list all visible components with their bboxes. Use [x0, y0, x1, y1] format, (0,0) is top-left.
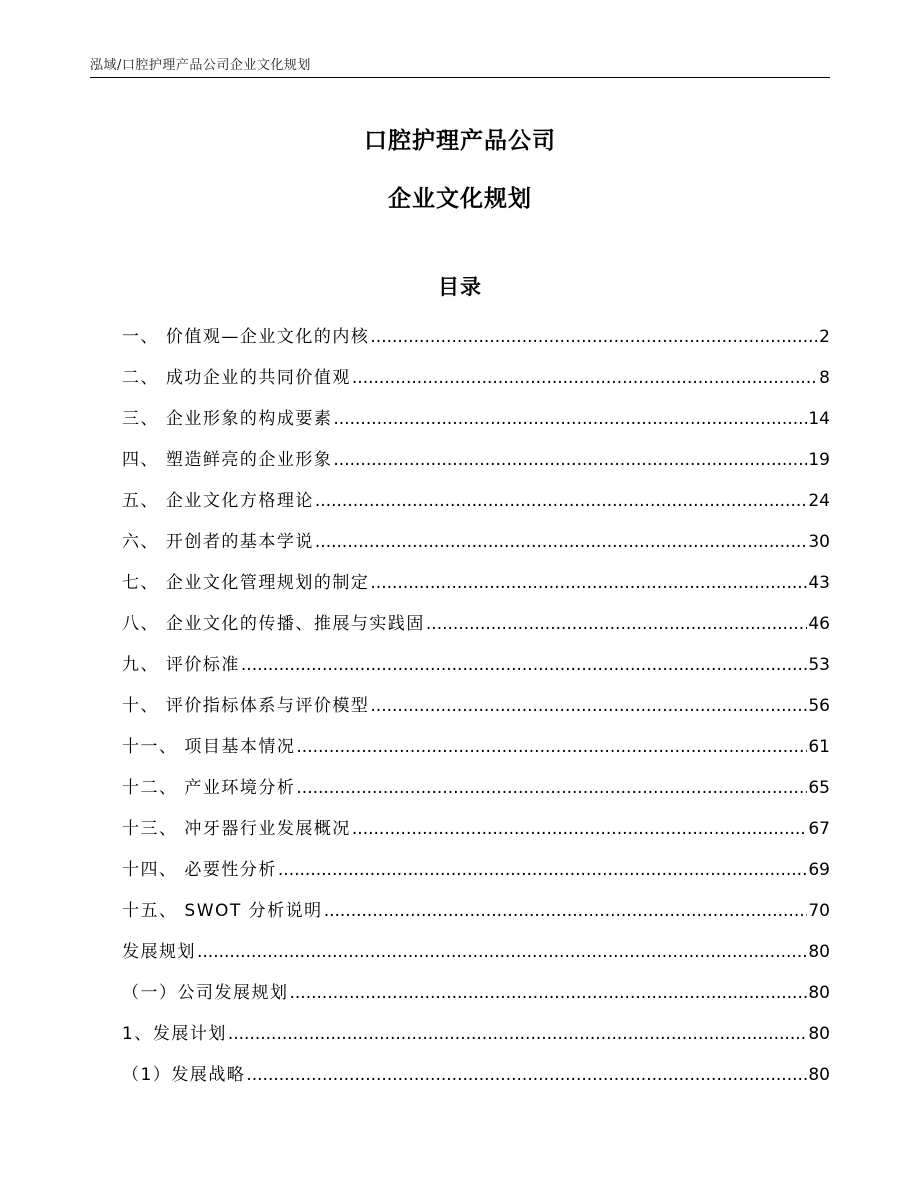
toc-dot-leader: [333, 450, 807, 470]
toc-entry[interactable]: [122, 322, 830, 363]
toc-entry-title: （1）发展战略: [122, 1065, 246, 1085]
toc-entry-page-number: 80: [808, 1024, 830, 1044]
toc-dot-leader: [246, 1065, 807, 1085]
toc-dot-leader: [241, 655, 807, 675]
toc-dot-leader: [352, 368, 818, 388]
toc-entry-title: 发展规划: [122, 942, 196, 962]
toc-entry-page-number: 61: [808, 737, 830, 757]
toc-dot-leader: [290, 983, 808, 1003]
toc-entry[interactable]: [122, 486, 830, 527]
toc-dot-leader: [315, 532, 807, 552]
toc-entry-page-number: 30: [808, 532, 830, 552]
toc-entry-page-number: 69: [808, 860, 830, 880]
toc-entry-page-number: 19: [808, 450, 830, 470]
toc-dot-leader: [315, 491, 807, 511]
toc-dot-leader: [324, 901, 808, 921]
toc-entry[interactable]: [122, 937, 830, 978]
toc-entry[interactable]: [122, 691, 830, 732]
toc-entry-page-number: 46: [808, 614, 830, 634]
toc-dot-leader: [296, 778, 807, 798]
toc-dot-leader: [228, 1024, 808, 1044]
toc-entry-title: 十三、 冲牙器行业发展概况: [122, 819, 351, 839]
toc-entry-title: 九、 评价标准: [122, 655, 240, 675]
toc-entry-title: 四、 塑造鲜亮的企业形象: [122, 450, 333, 470]
toc-entry[interactable]: [122, 855, 830, 896]
table-of-contents: [122, 322, 830, 1101]
toc-entry-title: 七、 企业文化管理规划的制定: [122, 573, 370, 593]
toc-entry-page-number: 24: [808, 491, 830, 511]
toc-dot-leader: [333, 409, 807, 429]
document-title-line-2: 企业文化规划: [388, 186, 532, 212]
toc-dot-leader: [197, 942, 807, 962]
toc-entry-title: 六、 开创者的基本学说: [122, 532, 314, 552]
toc-entry-title: 五、 企业文化方格理论: [122, 491, 314, 511]
toc-entry[interactable]: [122, 978, 830, 1019]
toc-dot-leader: [370, 327, 818, 347]
toc-dot-leader: [370, 696, 807, 716]
toc-entry-title: 八、 企业文化的传播、推展与实践固: [122, 614, 425, 634]
toc-entry[interactable]: [122, 814, 830, 855]
toc-entry-page-number: 80: [808, 983, 830, 1003]
toc-entry-page-number: 67: [808, 819, 830, 839]
toc-entry-title: 1、发展计划: [122, 1024, 227, 1044]
header-divider: [90, 77, 830, 78]
toc-entry[interactable]: [122, 1060, 830, 1101]
toc-entry[interactable]: [122, 568, 830, 609]
toc-entry-page-number: 80: [808, 1065, 830, 1085]
toc-entry-title: 十一、 项目基本情况: [122, 737, 296, 757]
toc-entry-title: 二、 成功企业的共同价值观: [122, 368, 351, 388]
toc-entry-page-number: 65: [808, 778, 830, 798]
toc-entry-page-number: 56: [808, 696, 830, 716]
toc-entry-title: 三、 企业形象的构成要素: [122, 409, 333, 429]
toc-entry-title: 十五、 SWOT 分析说明: [122, 901, 323, 921]
toc-entry-page-number: 14: [808, 409, 830, 429]
toc-entry-page-number: 43: [808, 573, 830, 593]
page-header: 泓域/口腔护理产品公司企业文化规划: [90, 58, 311, 73]
toc-entry[interactable]: [122, 404, 830, 445]
toc-heading: 目录: [438, 275, 482, 299]
toc-dot-leader: [278, 860, 807, 880]
toc-entry-page-number: 2: [819, 327, 830, 347]
toc-entry-title: 十四、 必要性分析: [122, 860, 277, 880]
toc-entry[interactable]: [122, 732, 830, 773]
toc-entry[interactable]: [122, 445, 830, 486]
toc-entry[interactable]: [122, 650, 830, 691]
document-title-line-1: 口腔护理产品公司: [364, 128, 556, 154]
toc-dot-leader: [296, 737, 807, 757]
toc-dot-leader: [352, 819, 807, 839]
toc-entry-title: （一）公司发展规划: [122, 983, 289, 1003]
toc-entry-title: 一、 价值观—企业文化的内核: [122, 327, 370, 347]
toc-entry-page-number: 80: [808, 942, 830, 962]
toc-entry[interactable]: [122, 773, 830, 814]
toc-entry[interactable]: [122, 527, 830, 568]
toc-entry[interactable]: [122, 363, 830, 404]
toc-entry-title: 十、 评价指标体系与评价模型: [122, 696, 370, 716]
toc-entry-page-number: 53: [808, 655, 830, 675]
toc-dot-leader: [426, 614, 807, 634]
toc-entry[interactable]: [122, 609, 830, 650]
toc-entry-page-number: 8: [819, 368, 830, 388]
toc-entry[interactable]: [122, 1019, 830, 1060]
toc-dot-leader: [370, 573, 807, 593]
toc-entry-page-number: 70: [808, 901, 830, 921]
toc-entry-title: 十二、 产业环境分析: [122, 778, 296, 798]
toc-entry[interactable]: [122, 896, 830, 937]
